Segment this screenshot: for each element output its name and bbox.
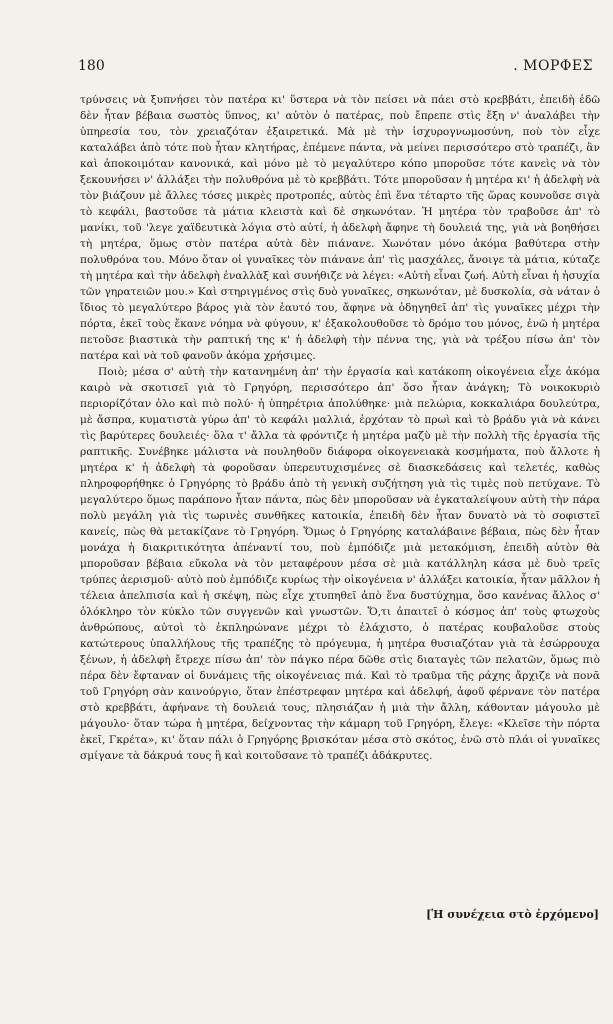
page-header [78, 58, 593, 80]
page-number: 180 [78, 58, 105, 74]
paragraph-2: Ποιὸ; μέσα σ' αὐτὴ τὴν κατανημένη ἀπ' τὴν ἐργασία καὶ κατάκοπη οἰκογένεια εἶχε ἀκόμα καιρὸ νὰ σκοτισεῖ γιὰ τὸ Γρηγόρη, περισσότερο ἀπ' ὅσο ἦταν ἀνάγκη; Τὸ νοικοκυριὸ περιορίζόταν ὁλο καὶ πιὸ πολύ· ἡ ὑπηρέτρια ἀπολύθηκε· μιὰ πελώρια, κοκκαλιάρα δουλεύτρα, μὲ ἄσπρα, κυματιστὰ γύρω ἀπ' τὸ κεφάλι μαλλιά, ἐρχόταν τὸ πρωὶ καὶ τὸ βράδυ γιὰ νὰ κάνει τὶς βαρύτερες δουλειές· ὅλα τ' ἄλλα τὰ φρόντιζε ἡ μητέρα μαζὺ μὲ τὴν πολλὴ τῆς ἐργασία τῆς ραπτικῆς. Συνέβηκε μάλιστα νὰ πουληθοῦν διάφορα οἰκογενειακὰ κοσμήματα, ποὺ ἄλλοτε ἡ μητέρα κ' ἡ ἀδελφὴ τὰ φοροῦσαν ὑπερευτυχισμένες σὲ διασκεδάσεις καὶ τελετές, καθὼς πληροφορήθηκε ὁ Γρηγόρης τὸ βράδυ ἀπὸ τὴ γενικὴ συζήτηση γιὰ τὶς τιμὲς ποὺ πετύχανε. Τὸ μεγαλύτερο ὅμως παράπονο ἦταν πάντα, πὼς δὲν μποροῦσαν νὰ ἐγκαταλείψουν αὐτὴ τὴν πάρα πολὺ μεγάλη γιὰ τὶς τωρινὲς συνθῆκες κατοικία, ἐπειδὴ δὲν ἦταν δυνατὸ νὰ τὸ σοφιστεῖ κανείς, πὼς θὰ μετακίζανε τὸ Γρηγόρη. Ὅμως ὁ Γρηγόρης καταλάβαινε βέβαια, πὼς δὲν ἦταν μονάχα ἡ διακριτικότητα ἀπέναντί του, ποὺ ἐμπόδιζε μιὰ μετακόμιση, ἐπειδὴ αὐτὸν θὰ μποροῦσαν βέβαια εὔκολα νὰ τὸν μεταφέρουν μέσα σὲ μιὰ κατάλληλη κάσα μὲ δυὸ τρεῖς τρύπες ἀερισμοῦ· αὐτὸ ποὺ ἐμπόδιζε κυρίως τὴν οἰκογένεια ν' ἀλλάξει κατοικία, ἦταν μᾶλλον ἡ τέλεια ἀπελπισία καὶ ἡ σκέψη, πὼς εἶχε χτυπηθεῖ ἀπὸ ἕνα δυστύχημα, ὅσο κανένας ἄλλος σ' ὁλόκληρο τὸν κύκλο τῶν συγγενῶν καὶ γνωστῶν. Ὅ,τι ἀπαιτεῖ ὁ κόσμος ἀπ' τοὺς φτωχοὺς ἀνθρώπους, αὐτοὶ τὸ ἐκπληρώνανε μέχρι τὸ ἐλάχιστο, ὁ πατέρας κουβαλοῦσε στοὺς κατώτερους ὑπαλλήλους τῆς τραπέζης τὸ πρόγευμα, ἡ μητέρα θυσιαζόταν γιὰ τὰ ἐσώρρουχα ξένων, ἡ ἀδελφὴ ἔτρεχε πίσω ἀπ' τὸν πάγκο πέρα δῶθε στὶς διαταγὲς τῶν πελατῶν, ὅμως πιὸ πέρα δὲν ἔφταναν οἱ δυνάμεις τῆς οἰκογένειας πιά. Καὶ τὸ τραῦμα τῆς ράχης ἄρχιζε νὰ πονᾶ τοῦ Γρηγόρη σὰν καινούργιο, ὅταν ἐπέστρεφαν μητέρα καὶ ἀδελφή, ἀφοῦ φέρνανε τὸν πατέρα στὸ κρεββάτι, ἀφήνανε τὴ δουλειά τους, πλησιάζαν ἡ μιὰ τὴν ἄλλη, κάθονταν μάγουλο μὲ μάγουλο· ὅταν τώρα ἡ μητέρα, δείχνοντας τὴν κάμαρη τοῦ Γρηγόρη, ἔλεγε: «Κλεῖσε τὴν πόρτα ἐκεῖ, Γκρέτα», κι' ὅταν πάλι ὁ Γρηγόρης βρισκόταν μέσα στὸ σκότος, ἐνῶ στὸ πλάι οἱ γυναῖκες σμίγανε τὰ δάκρυά τους ἢ καὶ κοιτοῦσανε τὸ τραπέζι ἀδάκρυτες. [80, 366, 600, 762]
continued-note: [Ἡ συνέχεια στὸ ἐρχόμενο] [426, 908, 599, 921]
paragraph-1: τρύνσεις νὰ ξυπνήσει τὸν πατέρα κι' ὕστερα νὰ τὸν πείσει νὰ πάει στὸ κρεββάτι, ἐπειδὴ ἐδῶ δὲν ἦταν βέβαια σωστὸς ὕπνος, κι' αὐτὸν ὁ πατέρας, ποὺ ἔπρεπε στὶς ἔξη ν' ἀναλάβει τὴν ὑπηρεσία του, τὸν χρειαζόταν ἐξαιρετικά. Μὰ μὲ τὴν ἰσχυρογνωμοσύνη, ποὺ τὸν εἶχε καταλάβει ἀπὸ τότε ποὺ ἦταν κλητήρας, ἐπέμενε πάντα, νὰ μείνει περισσότερο στὸ τραπέζι, ἂν καὶ ἀποκοιμόταν κανονικά, καὶ μόνο μὲ τὸ μεγαλύτερο κόπο μποροῦσε τότε κανεὶς νὰ τὸν ξεκουνήσει ν' ἀλλάξει τὴν πολυθρόνα μὲ τὸ κρεββάτι. Τότε μποροῦσαν ἡ μητέρα κι' ἡ ἀδελφὴ νὰ τὸν βιάζουν μὲ ἄλλες τόσες μικρὲς προτροπές, αὐτὸς ἐπὶ ἕνα τέταρτο τῆς ὥρας κουνοῦσε σιγὰ τὸ κεφάλι, βαστοῦσε τὰ μάτια κλειστὰ καὶ δὲ σηκωνόταν. Ἡ μητέρα τὸν τραβοῦσε ἀπ' τὸ μανίκι, τοῦ 'λεγε χαϊδευτικὰ λόγια στὸ αὐτί, ἡ ἀδελφὴ ἄφηνε τὴ δουλειά της, γιὰ νὰ βοηθήσει τὴ μητέρα, ὅμως στὸν πατέρα αὐτὰ δὲν πιάνανε. Χωνόταν μόνο ἀκόμα βαθύτερα στὴν πολυθρόνα του. Μόνο ὅταν οἱ γυναῖκες τὸν πιάνανε ἀπ' τὶς μασχάλες, ἄνοιγε τὰ μάτια, κύταζε τὴ μητέρα καὶ τὴν ἀδελφὴ ἐναλλὰξ καὶ συνήθιζε νὰ λέγει: «Αὐτὴ εἶναι ζωή. Αὐτὴ εἶναι ἡ ἡσυχία τῶν γηρατειῶν μου.» Καὶ στηριγμένος στὶς δυὸ γυναῖκες, σηκωνόταν, μὲ δυσκολία, σὰ νάταν ὁ ἴδιος τὸ μεγαλύτερο βάρος γιὰ τὸν ἑαυτό του, ἄφηνε νὰ ὁδηγηθεῖ ἀπ' τὶς γυναῖκες μέχρι τὴν πόρτα, ἐκεῖ τοὺς ἔκανε νόημα νὰ φύγουν, κ' ἐξακολουθοῦσε τὸ δρόμο του μόνος, ἐνῶ ἡ μητέρα πετοῦσε βιαστικὰ τὴν ραπτική της κ' ἡ ἀδελφὴ τὴν πέννα της, γιὰ νὰ τρέξου πίσω ἀπ' τὸν πατέρα καὶ νὰ τοῦ φανοῦν ἀκόμα χρήσιμες. [80, 94, 600, 362]
body-text [80, 92, 600, 764]
running-title: . ΜΟΡΦΕΣ [513, 58, 593, 74]
